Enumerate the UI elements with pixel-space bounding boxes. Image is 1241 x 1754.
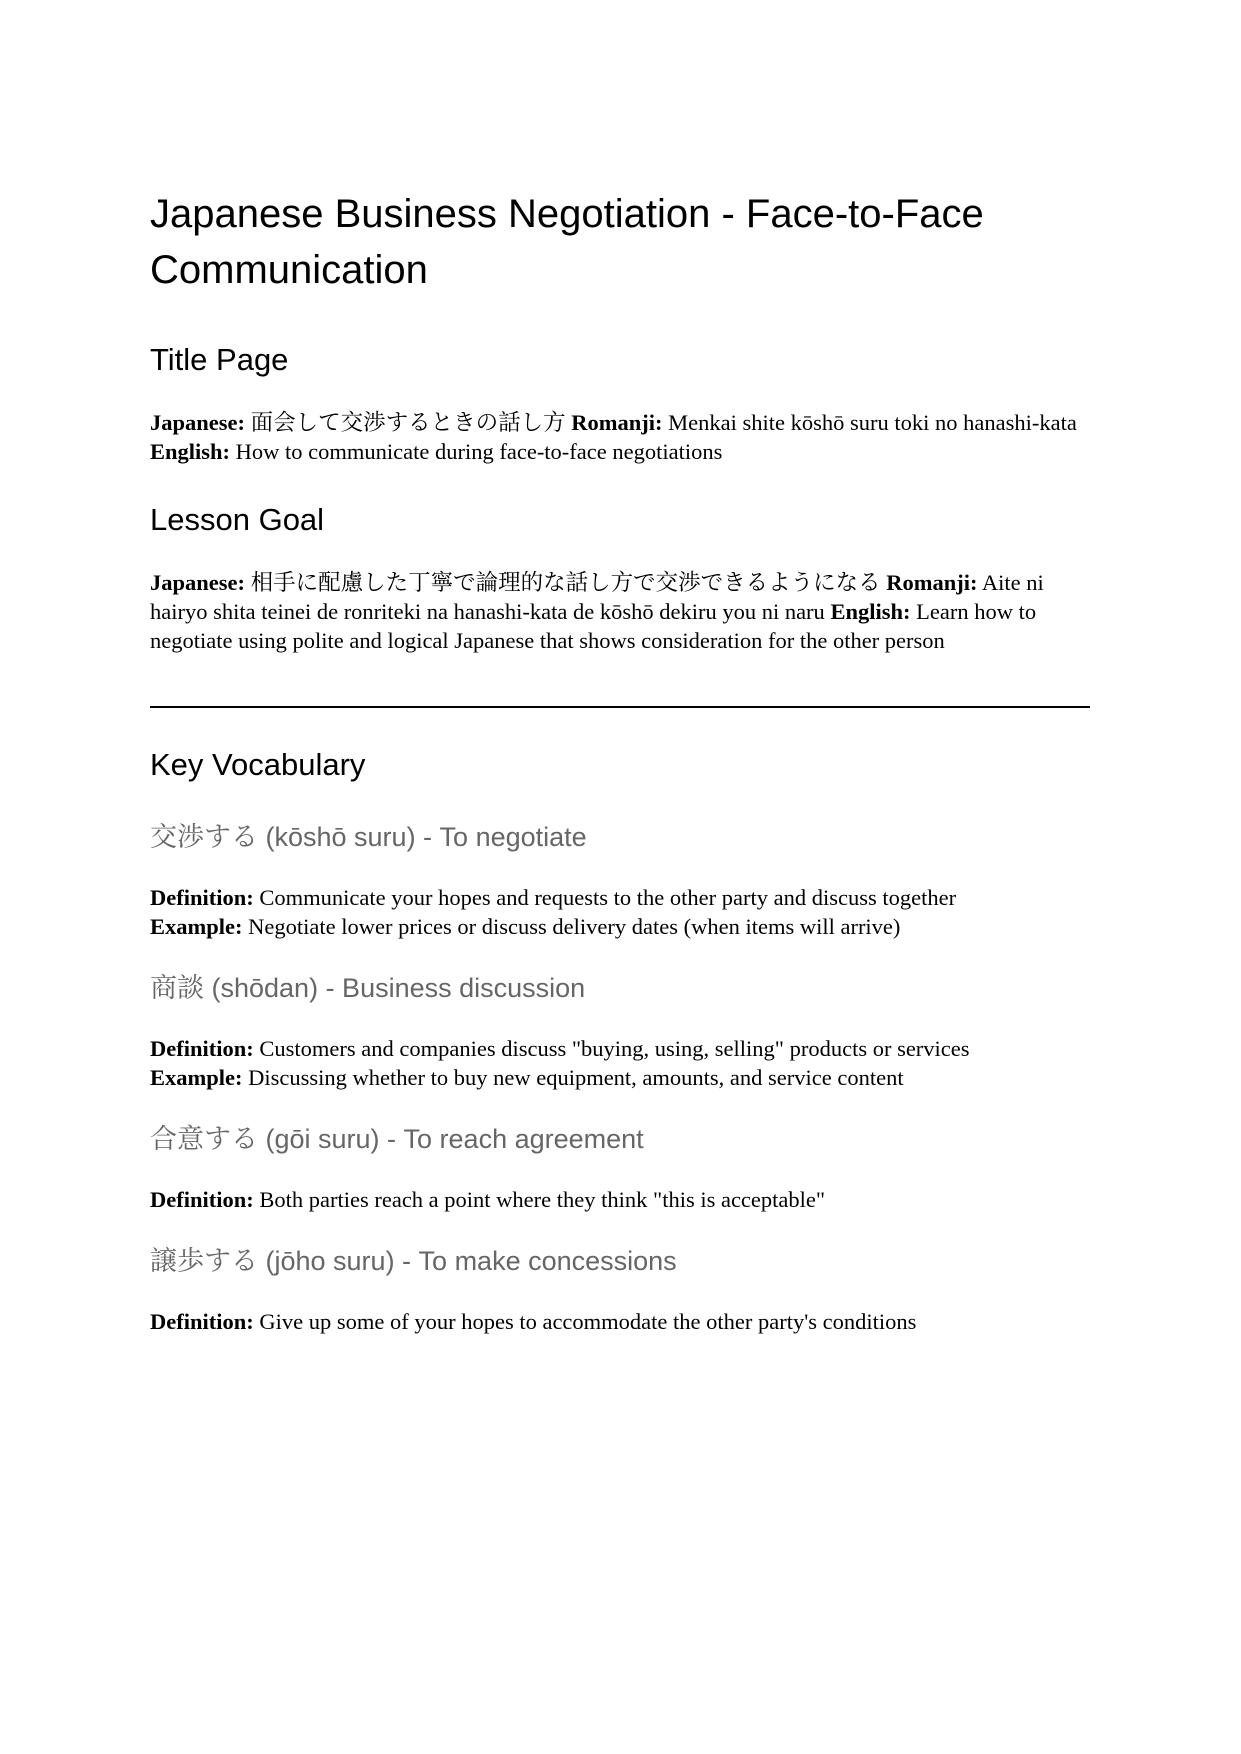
definition-label: Definition: [150, 1309, 254, 1334]
vocab-example [150, 912, 1090, 941]
title-page-heading: Title Page [150, 342, 289, 377]
document-page [150, 186, 1090, 1336]
vocab-term: 合意する (gōi suru) - To reach agreement [150, 1124, 644, 1154]
romanji-label: Romanji: [571, 410, 663, 435]
romanji-text: Aite ni hairyo shita teinei de ronriteki na hanashi-kata de kōshō dekiru you ni naru [150, 570, 1044, 624]
lesson-goal-heading: Lesson Goal [150, 502, 325, 537]
example-text: Discussing whether to buy new equipment, amounts, and service content [248, 1065, 904, 1090]
vocab-item [150, 1243, 1090, 1336]
vocab-term: 譲歩する (jōho suru) - To make concessions [150, 1246, 677, 1276]
japanese-text: 相手に配慮した丁寧で論理的な話し方で交渉できるようになる [250, 570, 881, 595]
vocab-term: 交渉する (kōshō suru) - To negotiate [150, 822, 587, 852]
romanji-label: Romanji: [886, 570, 978, 595]
key-vocabulary-heading: Key Vocabulary [150, 747, 366, 782]
definition-text: Both parties reach a point where they think "this is acceptable" [259, 1187, 826, 1212]
definition-label: Definition: [150, 1036, 254, 1061]
lesson-goal-paragraph [150, 568, 1090, 655]
definition-label: Definition: [150, 885, 254, 910]
vocab-item [150, 819, 1090, 941]
japanese-label: Japanese: [150, 410, 245, 435]
definition-text: Communicate your hopes and requests to the other party and discuss together [259, 885, 957, 910]
vocab-definition [150, 883, 1090, 912]
vocab-definition [150, 1034, 1090, 1063]
vocab-definition [150, 1185, 1090, 1214]
vocab-definition [150, 1307, 1090, 1336]
example-text: Negotiate lower prices or discuss delivery dates (when items will arrive) [248, 914, 901, 939]
vocab-item [150, 1121, 1090, 1214]
english-text: How to communicate during face-to-face negotiations [235, 439, 723, 464]
definition-text: Give up some of your hopes to accommodate the other party's conditions [259, 1309, 917, 1334]
vocab-example [150, 1063, 1090, 1092]
example-label: Example: [150, 1065, 243, 1090]
title-page-paragraph [150, 408, 1090, 466]
definition-label: Definition: [150, 1187, 254, 1212]
example-label: Example: [150, 914, 243, 939]
romanji-text: Menkai shite kōshō suru toki no hanashi-kata [668, 410, 1077, 435]
english-label: English: [150, 439, 231, 464]
english-label: English: [830, 599, 911, 624]
vocab-term: 商談 (shōdan) - Business discussion [150, 973, 586, 1003]
definition-text: Customers and companies discuss "buying, using, selling" products or services [259, 1036, 970, 1061]
english-text: Learn how to negotiate using polite and logical Japanese that shows consideration for the other person [150, 599, 1037, 653]
japanese-text: 面会して交渉するときの話し方 [250, 410, 566, 435]
vocab-item [150, 970, 1090, 1092]
document-title: Japanese Business Negotiation - Face-to-Face Communication [150, 192, 984, 292]
japanese-label: Japanese: [150, 570, 245, 595]
